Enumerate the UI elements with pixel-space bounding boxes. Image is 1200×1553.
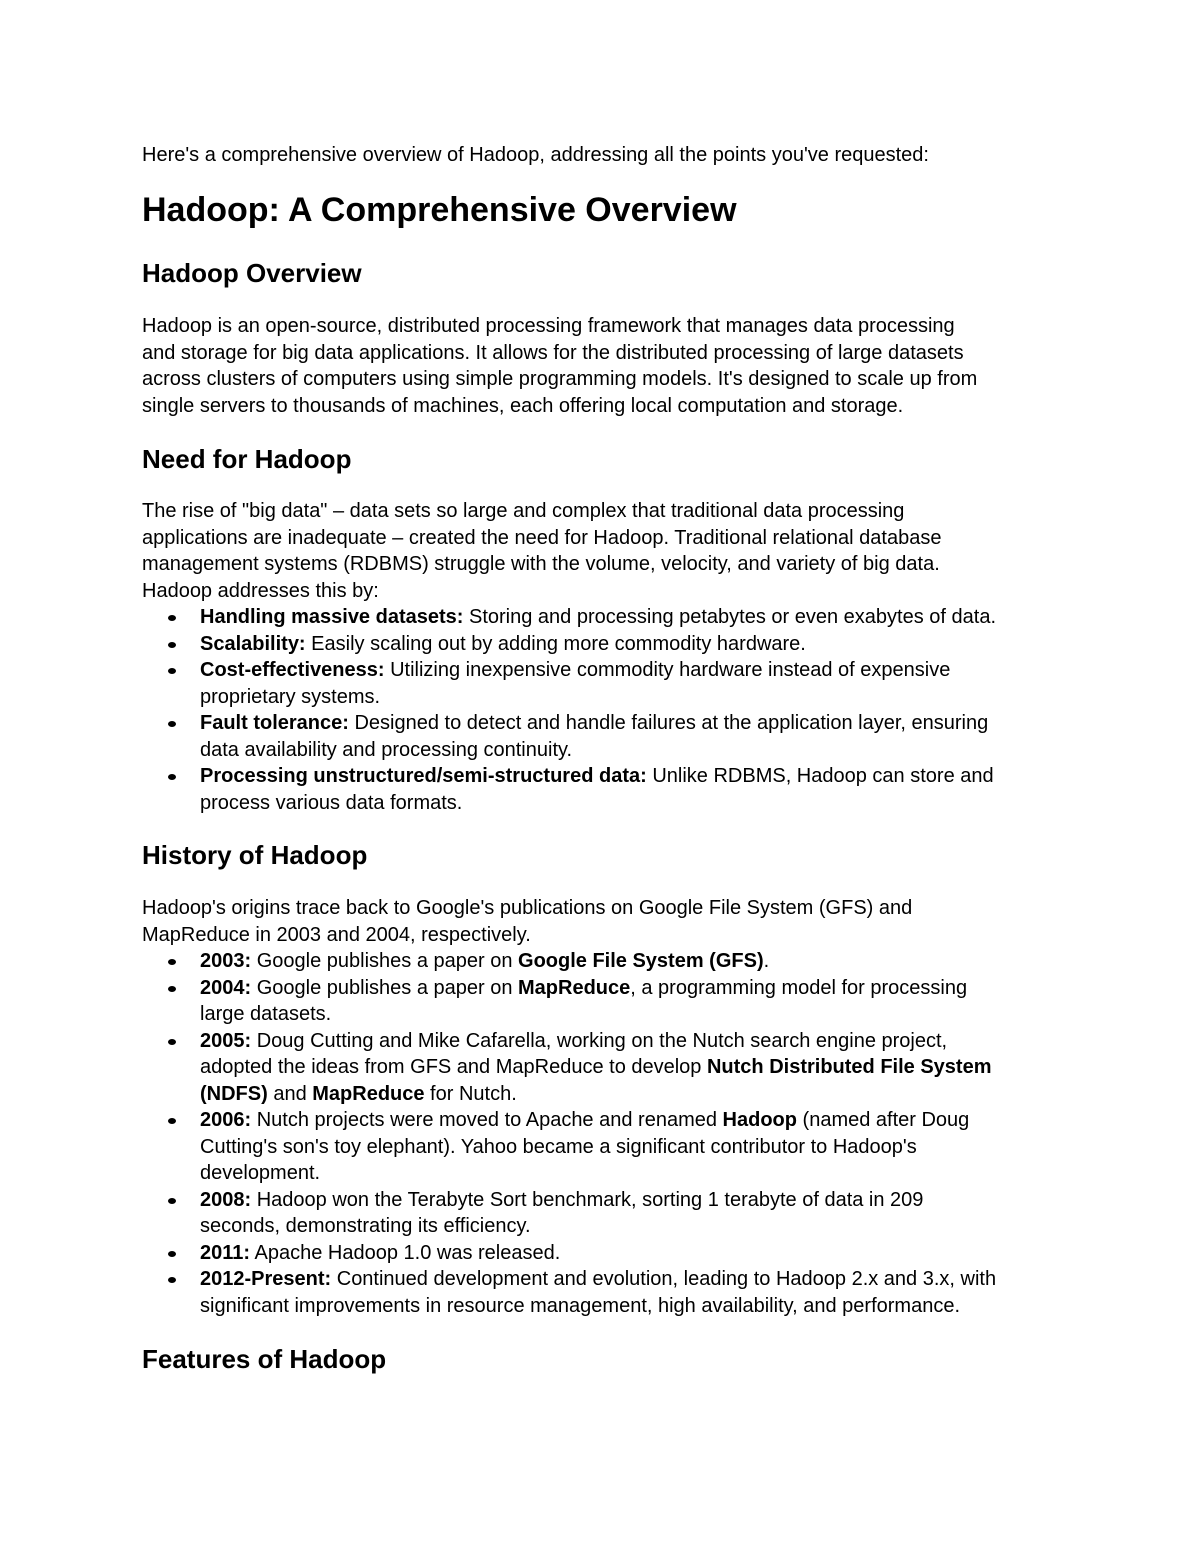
bullet-icon	[168, 959, 176, 965]
intro-text: Here's a comprehensive overview of Hadoop, addressing all the points you've requested:	[142, 144, 929, 166]
list-item	[142, 657, 1072, 710]
item-text: Apache Hadoop 1.0 was released.	[250, 1241, 561, 1264]
bullet-icon	[168, 615, 176, 621]
bullet-icon	[168, 1251, 176, 1257]
overview-line: and storage for big data applications. It allows for the distributed processing of large datasets	[142, 341, 964, 364]
item-text-continued: seconds, demonstrating its efficiency.	[200, 1215, 531, 1237]
history-line: Hadoop's origins trace back to Google's publications on Google File System (GFS) and	[142, 897, 913, 919]
list-item	[142, 1266, 1072, 1319]
need-line: applications are inadequate – created the need for Hadoop. Traditional relational database	[142, 526, 942, 549]
history-heading: History of Hadoop	[142, 840, 368, 870]
history-paragraph	[142, 895, 1062, 948]
need-paragraph	[142, 498, 1062, 604]
need-line: management systems (RDBMS) struggle with the volume, velocity, and variety of big data.	[142, 553, 940, 575]
list-item	[142, 604, 1072, 631]
item-text: Easily scaling out by adding more commodity hardware.	[305, 632, 806, 655]
item-text: Doug Cutting and Mike Cafarella, working on the Nutch search engine project,	[251, 1029, 948, 1052]
item-text: Continued development and evolution, leading to Hadoop 2.x and 3.x, with	[331, 1268, 997, 1290]
item-text-continued: significant improvements in resource management, high availability, and performance.	[200, 1294, 961, 1317]
item-term: Cost-effectiveness:	[200, 659, 385, 681]
bullet-icon	[168, 986, 176, 992]
item-text: for Nutch.	[424, 1082, 517, 1105]
item-year: 2006:	[200, 1109, 252, 1131]
list-item	[142, 1028, 1072, 1108]
item-text-continued: proprietary systems.	[200, 685, 381, 708]
item-text: Utilizing inexpensive commodity hardware instead of expensive	[384, 659, 951, 681]
item-text: Nutch projects were moved to Apache and renamed	[251, 1109, 723, 1131]
item-term: Fault tolerance:	[200, 712, 349, 734]
item-bold: MapReduce	[312, 1082, 425, 1105]
item-year: 2004:	[200, 976, 252, 999]
overview-line: Hadoop is an open-source, distributed processing framework that manages data processing	[142, 315, 955, 337]
item-text: adopted the ideas from GFS and MapReduce to develop	[200, 1056, 707, 1078]
item-bold: Google File System (GFS)	[518, 950, 764, 972]
item-term: Handling massive datasets:	[200, 606, 464, 628]
list-item	[142, 1187, 1072, 1240]
need-line: The rise of "big data" – data sets so large and complex that traditional data processing	[142, 500, 905, 522]
bullet-icon	[168, 1198, 176, 1204]
item-text-continued: data availability and processing continuity.	[200, 738, 573, 761]
item-text: .	[763, 950, 770, 972]
item-year: 2012-Present:	[200, 1268, 332, 1290]
bullet-icon	[168, 668, 176, 674]
item-bold: Hadoop	[722, 1109, 797, 1131]
item-text: (named after Doug	[796, 1109, 970, 1131]
item-text: , a programming model for processing	[630, 976, 968, 999]
features-heading: Features of Hadoop	[142, 1344, 387, 1374]
bullet-icon	[168, 642, 176, 648]
bullet-icon	[168, 1118, 176, 1124]
list-item	[142, 975, 1072, 1028]
item-text: and	[267, 1082, 313, 1105]
item-year: 2011:	[200, 1241, 251, 1264]
list-item	[142, 1107, 1072, 1187]
overview-heading: Hadoop Overview	[142, 258, 362, 288]
item-text-continued: development.	[200, 1162, 321, 1184]
history-line: MapReduce in 2003 and 2004, respectively.	[142, 923, 531, 946]
history-list	[142, 948, 1072, 1319]
item-bold: (NDFS)	[200, 1082, 268, 1105]
list-item	[142, 948, 1072, 975]
item-year: 2005:	[200, 1029, 252, 1052]
item-text-continued: process various data formats.	[200, 791, 463, 814]
item-term: Scalability:	[200, 632, 306, 655]
item-year: 2008:	[200, 1188, 252, 1211]
list-item	[142, 763, 1072, 816]
overview-line: across clusters of computers using simple programming models. It's designed to scale up from	[142, 368, 978, 390]
item-text-continued: large datasets.	[200, 1003, 332, 1025]
item-text: Google publishes a paper on	[251, 976, 519, 999]
overview-paragraph	[142, 313, 1062, 419]
list-item	[142, 1240, 1072, 1267]
item-year: 2003:	[200, 950, 252, 972]
item-text: Designed to detect and handle failures at the application layer, ensuring	[348, 712, 989, 734]
bullet-icon	[168, 774, 176, 780]
bullet-icon	[168, 721, 176, 727]
bullet-icon	[168, 1039, 176, 1045]
need-line: Hadoop addresses this by:	[142, 579, 379, 602]
need-heading: Need for Hadoop	[142, 444, 352, 474]
item-text: Unlike RDBMS, Hadoop can store and	[646, 765, 994, 787]
need-list	[142, 604, 1072, 816]
item-term: Processing unstructured/semi-structured data:	[200, 765, 647, 787]
item-bold: MapReduce	[518, 976, 631, 999]
item-text: Google publishes a paper on	[251, 950, 519, 972]
item-text: Hadoop won the Terabyte Sort benchmark, sorting 1 terabyte of data in 209	[251, 1188, 924, 1211]
item-text-continued: Cutting's son's toy elephant). Yahoo became a significant contributor to Hadoop's	[200, 1135, 917, 1158]
list-item	[142, 710, 1072, 763]
overview-line: single servers to thousands of machines, each offering local computation and storage.	[142, 394, 904, 417]
item-bold: Nutch Distributed File System	[706, 1056, 992, 1078]
item-text: Storing and processing petabytes or even exabytes of data.	[463, 606, 996, 628]
list-item	[142, 631, 1072, 658]
bullet-icon	[168, 1277, 176, 1283]
page-title: Hadoop: A Comprehensive Overview	[142, 191, 737, 229]
